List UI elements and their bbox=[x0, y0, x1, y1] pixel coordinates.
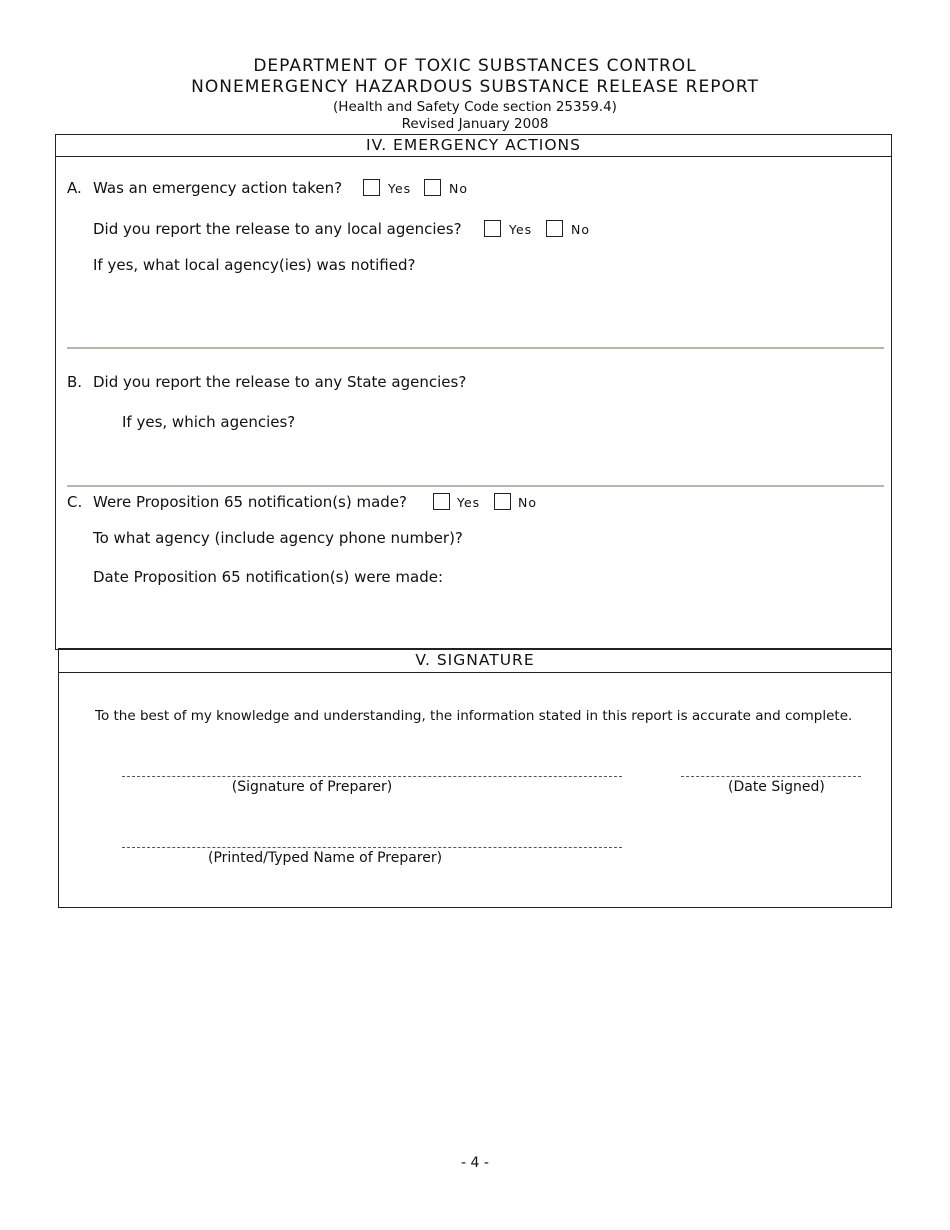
emergency-actions-title: IV. EMERGENCY ACTIONS bbox=[366, 136, 581, 154]
prop65-yes-checkbox[interactable] bbox=[433, 493, 450, 510]
emergency-action-yes-checkbox[interactable] bbox=[363, 179, 380, 196]
date-signed-line[interactable] bbox=[681, 776, 861, 777]
signature-label: (Signature of Preparer) bbox=[231, 779, 393, 795]
revision-date: Revised January 2008 bbox=[401, 116, 549, 132]
question-a-letter: A. bbox=[67, 179, 82, 197]
question-a-text: Was an emergency action taken? bbox=[93, 179, 343, 197]
emergency-action-no-label: No bbox=[449, 181, 468, 196]
prop65-yes-label: Yes bbox=[457, 495, 481, 510]
local-agencies-yes-checkbox[interactable] bbox=[484, 220, 501, 237]
local-agency-followup: If yes, what local agency(ies) was notified? bbox=[93, 256, 416, 274]
emergency-action-no-checkbox[interactable] bbox=[424, 179, 441, 196]
emergency-actions-header bbox=[55, 134, 892, 157]
department-title: DEPARTMENT OF TOXIC SUBSTANCES CONTROL bbox=[253, 56, 697, 76]
prop65-agency-question: To what agency (include agency phone number)? bbox=[93, 529, 463, 547]
state-agencies-followup: If yes, which agencies? bbox=[122, 413, 296, 431]
local-agencies-no-checkbox[interactable] bbox=[546, 220, 563, 237]
printed-name-line[interactable] bbox=[122, 847, 622, 848]
local-agencies-yes-label: Yes bbox=[509, 222, 533, 237]
divider bbox=[67, 347, 884, 349]
prop65-no-label: No bbox=[518, 495, 537, 510]
prop65-date-question: Date Proposition 65 notification(s) were made: bbox=[93, 568, 444, 586]
prop65-no-checkbox[interactable] bbox=[494, 493, 511, 510]
page-number: - 4 - bbox=[461, 1155, 489, 1171]
printed-name-label: (Printed/Typed Name of Preparer) bbox=[208, 850, 443, 866]
date-signed-label: (Date Signed) bbox=[728, 779, 825, 795]
question-c-letter: C. bbox=[67, 493, 83, 511]
local-agencies-question: Did you report the release to any local agencies? bbox=[93, 220, 462, 238]
local-agency-answer-area[interactable] bbox=[93, 278, 873, 338]
code-reference: (Health and Safety Code section 25359.4) bbox=[333, 99, 617, 115]
report-title: NONEMERGENCY HAZARDOUS SUBSTANCE RELEASE REPORT bbox=[191, 77, 759, 97]
question-b-text: Did you report the release to any State agencies? bbox=[93, 373, 467, 391]
question-b-letter: B. bbox=[67, 373, 83, 391]
signature-header bbox=[58, 648, 892, 673]
emergency-action-yes-label: Yes bbox=[388, 181, 412, 196]
divider bbox=[67, 485, 884, 487]
signature-section bbox=[58, 648, 892, 908]
prop65-answer-area[interactable] bbox=[93, 590, 873, 640]
signature-title: V. SIGNATURE bbox=[415, 651, 535, 669]
question-c-text: Were Proposition 65 notification(s) made? bbox=[93, 493, 408, 511]
certification-statement: To the best of my knowledge and understanding, the information stated in this report is accurate and complete. bbox=[95, 708, 853, 724]
local-agencies-no-label: No bbox=[571, 222, 590, 237]
state-agencies-answer-area[interactable] bbox=[122, 435, 872, 477]
signature-line[interactable] bbox=[122, 776, 622, 777]
